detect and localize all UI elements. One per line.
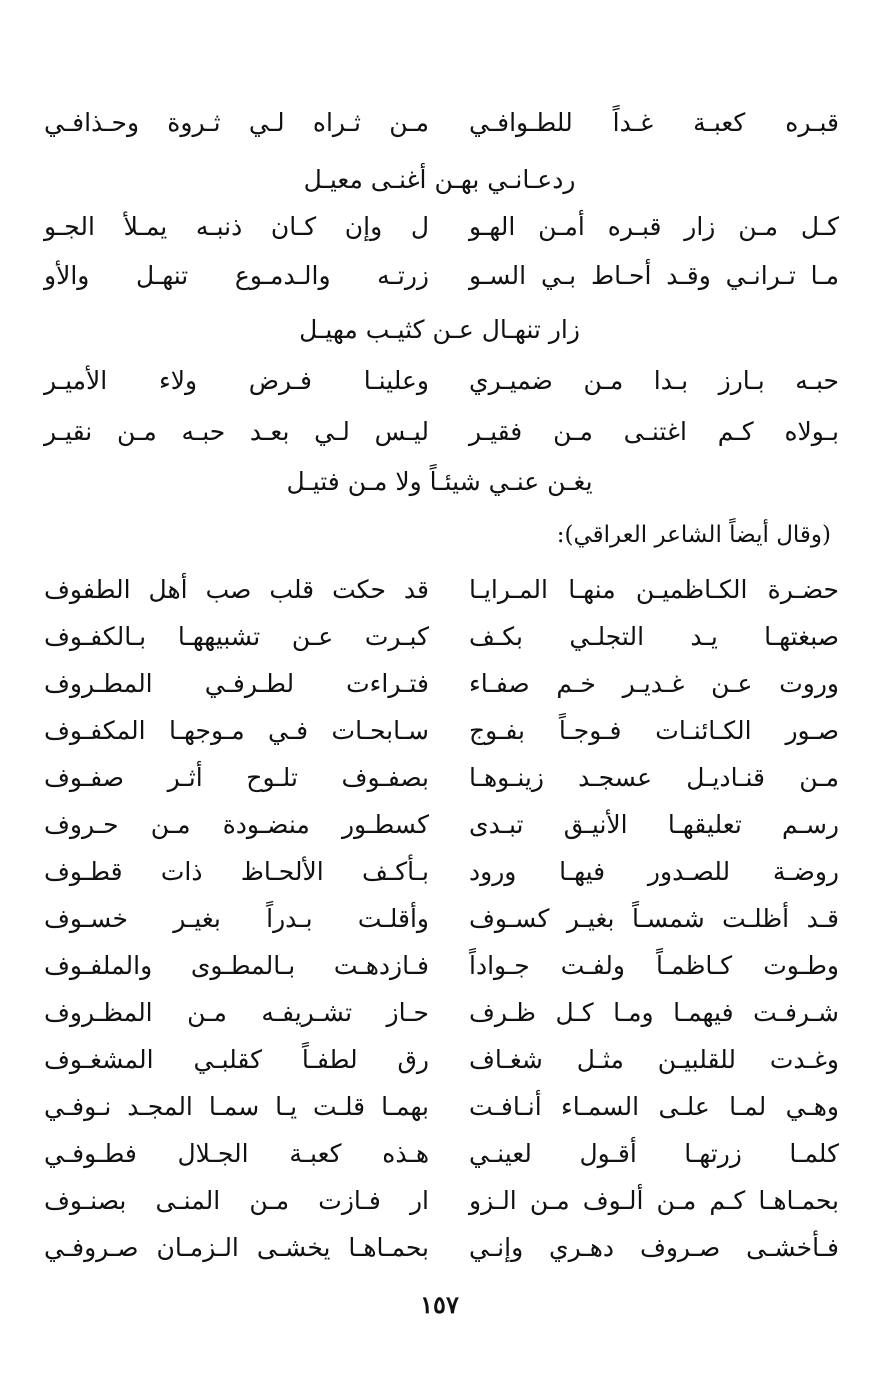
poem2-verse-12-first: وهـي لمـا علـى السمـاء أنـافـت bbox=[469, 1092, 839, 1121]
poem2-verse-8-first: قـد أظلـت شمسـاً بغيـر كسـوف bbox=[469, 904, 839, 933]
verse-2-second-hemistich: ل وإن كـان ذنبـه يمـلأ الجـو bbox=[44, 212, 429, 241]
poem2-verse-5-first: مـن قنـاديـل عسجـد زينـوهـا bbox=[469, 763, 839, 792]
poem2-verse-13-first: كلمـا زرتهـا أقـول لعينـي bbox=[469, 1139, 839, 1168]
poem2-verse-6-first: رسـم تعليقهـا الأنيـق تبـدى bbox=[469, 810, 839, 839]
poem2-verse-3-first: وروت عـن غـديـر خـم صفـاء bbox=[469, 669, 839, 698]
verse-5-first-hemistich: بـولاه كـم اغتنـى مـن فقيـر bbox=[469, 417, 839, 446]
poem2-verse-11-second: رق لطفـاً كقلبـي المشغـوف bbox=[44, 1045, 429, 1074]
poem2-verse-9-first: وطـوت كـاظمـاً ولفـت جـواداً bbox=[469, 951, 839, 980]
poem2-verse-10-first: شـرفـت فيهمـا ومـا كـل ظـرف bbox=[469, 998, 839, 1027]
verse-5-second-hemistich: ليـس لـي بعـد حبـه مـن نقيـر bbox=[44, 417, 429, 446]
poem2-verse-15-second: بحمـاهـا يخشـى الـزمـان صـروفـي bbox=[44, 1233, 429, 1262]
poem2-verse-7-first: روضـة للصـدور فيهـا ورود bbox=[469, 857, 839, 886]
verse-1-second-hemistich: مـن ثـراه لـي ثـروة وحـذافـي bbox=[44, 108, 429, 137]
verse-1-first-hemistich: قبـره كعبـة غـداً للطـوافـي bbox=[469, 108, 839, 137]
poem2-verse-1-second: قد حكت قلب صب أهل الطفوف bbox=[44, 575, 429, 604]
refrain-line-2: زار تنهـال عـن كثيـب مهيـل bbox=[299, 315, 580, 344]
verse-3-first-hemistich: مـا تـرانـي وقـد أحـاط بـي السـو bbox=[469, 261, 839, 290]
poem2-verse-13-second: هـذه كعبـة الجـلال فطـوفـي bbox=[44, 1139, 429, 1168]
poem2-verse-14-second: ار فـازت مـن المنـى بصنـوف bbox=[44, 1186, 429, 1215]
verse-2-first-hemistich: كـل مـن زار قبـره أمـن الهـو bbox=[469, 212, 839, 241]
poem2-verse-7-second: بـأكـف الألحـاظ ذات قطـوف bbox=[44, 857, 429, 886]
poem2-verse-14-first: بحمـاهـا كـم مـن ألـوف مـن الـزو bbox=[469, 1186, 839, 1215]
poem-introduction: (وقال أيضاً الشاعر العراقي): bbox=[556, 522, 831, 548]
poem2-verse-2-first: صبغتهـا يـد التجلـي بكـف bbox=[469, 622, 839, 651]
poem2-verse-10-second: حـاز تشـريفـه مـن المظـروف bbox=[44, 998, 429, 1027]
poem2-verse-4-second: سـابحـات فـي مـوجهـا المكفـوف bbox=[44, 716, 429, 745]
page-number: ١٥٧ bbox=[420, 1290, 459, 1319]
verse-3-second-hemistich: زرتـه والـدمـوع تنهـل والأو bbox=[44, 261, 429, 290]
poem2-verse-5-second: بصفـوف تلـوح أثـر صفـوف bbox=[44, 763, 429, 792]
poem2-verse-15-first: فـأخشـى صـروف دهـري وإنـي bbox=[469, 1233, 839, 1262]
poem2-verse-9-second: فـازدهـت بـالمطـوى والملفـوف bbox=[44, 951, 429, 980]
poem2-verse-8-second: وأقلـت بـدراً بغيـر خسـوف bbox=[44, 904, 429, 933]
poem2-verse-2-second: كبـرت عـن تشبيههـا بـالكفـوف bbox=[44, 622, 429, 651]
poem2-verse-11-first: وغـدت للقلبيـن مثـل شغـاف bbox=[469, 1045, 839, 1074]
refrain-line-3: يغـن عنـي شيئـاً ولا مـن فتيـل bbox=[286, 467, 593, 496]
poem2-verse-6-second: كسطـور منضـودة مـن حـروف bbox=[44, 810, 429, 839]
poem2-verse-1-first: حضـرة الكـاظميـن منهـا المـرايـا bbox=[469, 575, 839, 604]
poem2-verse-4-first: صـور الكـائنـات فـوجـاً بفـوج bbox=[469, 716, 839, 745]
poem2-verse-3-second: فتـراءت لطـرفـي المطـروف bbox=[44, 669, 429, 698]
verse-4-second-hemistich: وعلينـا فـرض ولاء الأميـر bbox=[44, 366, 429, 395]
refrain-line-1: ردعـانـي بهـن أغنـى معيـل bbox=[303, 165, 576, 194]
verse-4-first-hemistich: حبـه بـارز بـدا مـن ضميـري bbox=[469, 366, 839, 395]
poem2-verse-12-second: بهمـا قلـت يـا سمـا المجـد نـوفـي bbox=[44, 1092, 429, 1121]
